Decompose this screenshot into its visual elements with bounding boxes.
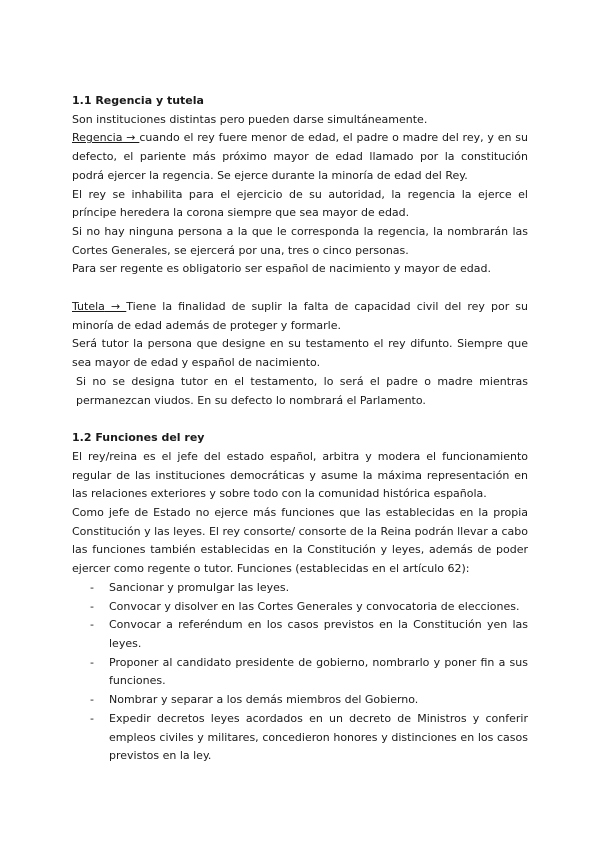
tutela-term: Tutela → bbox=[72, 300, 127, 314]
list-item: - Expedir decretos leyes acordados en un decreto de Ministros y conferir empleos civiles y militares, concedieron honores y distinciones en los casos previstos en la ley. bbox=[90, 711, 528, 763]
list-item: - Nombrar y separar a los demás miembros del Gobierno. bbox=[90, 693, 419, 707]
regencia-paragraph: Regencia → cuando el rey fuere menor de edad, el padre o madre del rey, y en su defecto, el pariente más próximo mayor de edad llamado por la constitución podrá ejercer la regencia. Se ejerce durante la minoría de edad del Rey. bbox=[72, 131, 528, 182]
section-heading-regencia: 1.1 Regencia y tutela bbox=[72, 94, 204, 107]
section-heading-funciones: 1.2 Funciones del rey bbox=[72, 431, 205, 445]
list-item: - Sancionar y promulgar las leyes. bbox=[90, 580, 290, 594]
intro-paragraph: Son instituciones distintas pero pueden darse simultáneamente. bbox=[72, 112, 428, 126]
list-item: - Convocar y disolver en las Cortes Generales y convocatoria de elecciones. bbox=[90, 599, 520, 613]
funciones-paragraph-2: Como jefe de Estado no ejerce más funciones que las establecidas en la propia Constitución y las leyes. El rey consorte/ consorte de la Reina podrán llevar a cabo las funciones también establecidas en la Constitución y leyes, además de poder ejercer como regente o tutor. Funciones (establecidas en el artículo 62): bbox=[72, 506, 528, 576]
regencia-term: Regencia → bbox=[72, 131, 140, 145]
tutor-paragraph: Será tutor la persona que designe en su testamento el rey difunto. Siempre que sea mayor de edad y español de nacimiento. bbox=[72, 337, 528, 370]
funciones-paragraph-1: El rey/reina es el jefe del estado español, arbitra y modera el funcionamiento regular de las instituciones democráticas y asume la máxima representación en las relaciones exteriores y sobre todo con la comunidad histórica española. bbox=[72, 449, 528, 501]
inhabilita-paragraph: El rey se inhabilita para el ejercicio de su autoridad, la regencia la ejerce el príncipe heredera la corona siempre que sea mayor de edad. bbox=[72, 187, 528, 220]
cortes-paragraph: Si no hay ninguna persona a la que le corresponda la regencia, la nombrarán las Cortes Generales, se ejercerá por una, tres o cinco personas. bbox=[72, 224, 528, 257]
list-item: - Proponer al candidato presidente de gobierno, nombrarlo y poner fin a sus funciones. bbox=[90, 655, 528, 688]
regente-requisitos-paragraph: Para ser regente es obligatorio ser español de nacimiento y mayor de edad. bbox=[72, 262, 491, 276]
spacer bbox=[72, 279, 528, 298]
spacer bbox=[72, 410, 528, 429]
funciones-list bbox=[72, 579, 528, 766]
document-page bbox=[72, 92, 528, 766]
tutela-paragraph: Tutela → Tiene la finalidad de suplir la falta de capacidad civil del rey por su minoría de edad además de proteger y formarle. bbox=[72, 300, 528, 332]
tutor-default-paragraph: Si no se designa tutor en el testamento, lo será el padre o madre mientras permanezcan viudos. En su defecto lo nombrará el Parlamento. bbox=[76, 374, 528, 407]
list-item: - Convocar a referéndum en los casos previstos en la Constitución yen las leyes. bbox=[90, 618, 528, 650]
